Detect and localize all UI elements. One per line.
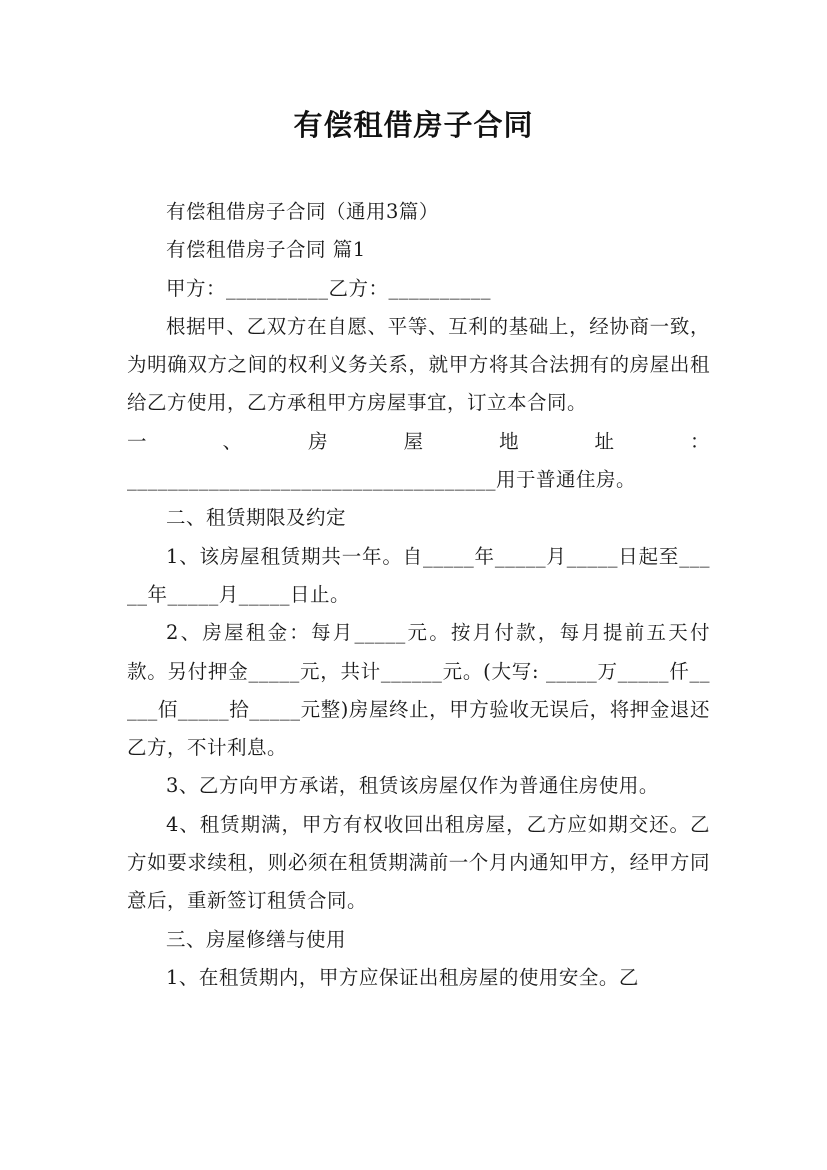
paragraph-term-2: 2、房屋租金：每月_____元。按月付款，每月提前五天付款。另付押金_____元，共计______元。(大写: _____万_____仟_____佰_____拾_____元整)房屋终止，甲方验收无误后，将押金退还乙方，不计利息。 [127,621,710,760]
paragraph-term-heading: 二、租赁期限及约定 [166,506,347,530]
paragraph-address-heading: 一 、 房 屋 地 址 ： [127,429,710,453]
paragraph-term-3: 3、乙方向甲方承诺，租赁该房屋仅作为普通住房使用。 [166,774,659,798]
document-body [127,193,710,997]
paragraph-preamble: 根据甲、乙双方在自愿、平等、互利的基础上，经协商一致，为明确双方之间的权利义务关系，就甲方将其合法拥有的房屋出租给乙方使用，乙方承租甲方房屋事宜，订立本合同。 [127,314,710,415]
paragraph-parties: 甲方：__________乙方：__________ [166,276,492,300]
paragraph-repair-1: 1、在租赁期内，甲方应保证出租房屋的使用安全。乙 [166,965,639,989]
paragraph-subtitle: 有偿租借房子合同（通用3篇） [166,200,439,223]
paragraph-term-4: 4、租赁期满，甲方有权收回出租房屋，乙方应如期交还。乙方如要求续租，则必须在租赁期满前一个月内通知甲方，经甲方同意后，重新签订租赁合同。 [127,812,710,913]
paragraph-address-line: ____________________________________用于普通住房。 [127,468,637,492]
paragraph-term-1: 1、该房屋租赁期共一年。自_____年_____月_____日起至_____年_____月_____日止。 [127,544,710,606]
paragraph-repair-heading: 三、房屋修缮与使用 [166,927,347,951]
document-title: 有偿租借房子合同 [293,108,534,142]
paragraph-section-heading: 有偿租借房子合同 篇1 [166,238,366,262]
